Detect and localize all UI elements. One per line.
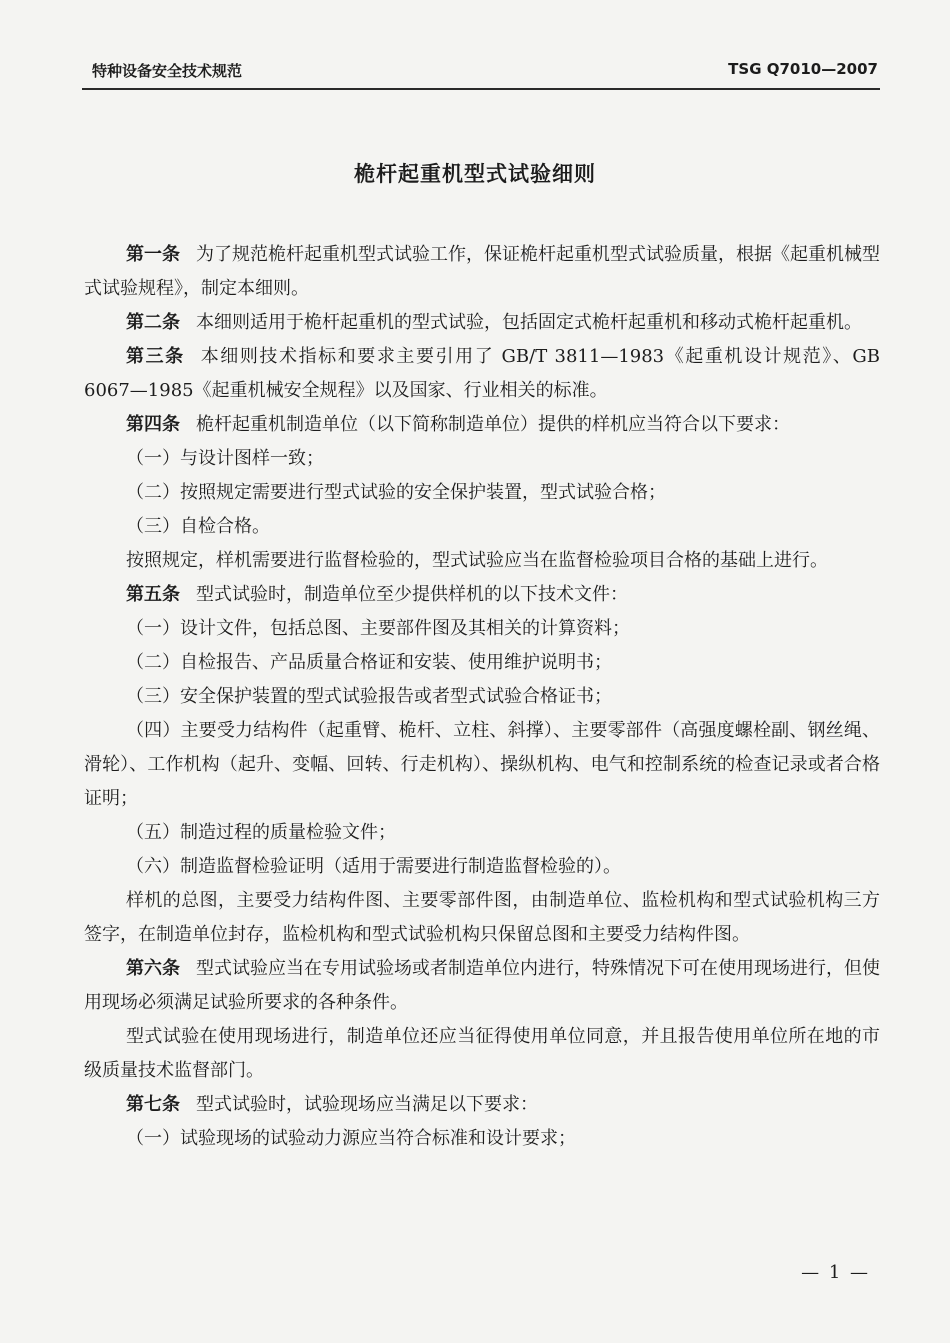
paragraph-text: 为了规范桅杆起重机型式试验工作，保证桅杆起重机型式试验质量，根据《起重机械型式试验规程》，制定本细则。 — [84, 244, 880, 299]
paragraph-text: （三）安全保护装置的型式试验报告或者型式试验合格证书； — [126, 686, 612, 707]
paragraph-text: 本细则适用于桅杆起重机的型式试验，包括固定式桅杆起重机和移动式桅杆起重机。 — [196, 312, 862, 333]
paragraph-text: （五）制造过程的质量检验文件； — [126, 822, 396, 843]
header-standard-number: TSG Q7010—2007 — [728, 60, 878, 78]
paragraph-text: 桅杆起重机制造单位（以下简称制造单位）提供的样机应当符合以下要求： — [196, 414, 790, 435]
page-number: — 1 — — [801, 1262, 870, 1283]
paragraph-text: 型式试验时，试验现场应当满足以下要求： — [196, 1094, 538, 1115]
list-item — [84, 612, 880, 646]
paragraph — [84, 578, 880, 612]
paragraph-text: （一）试验现场的试验动力源应当符合标准和设计要求； — [126, 1128, 576, 1149]
article-number: 第二条 — [126, 312, 180, 333]
paragraph — [84, 952, 880, 1020]
article-number: 第三条 — [126, 346, 185, 367]
paragraph — [84, 1088, 880, 1122]
paragraph — [84, 544, 880, 578]
article-number: 第一条 — [126, 244, 180, 265]
paragraph-text: （一）与设计图样一致； — [126, 448, 324, 469]
list-item — [84, 646, 880, 680]
paragraph — [84, 1020, 880, 1088]
list-item — [84, 816, 880, 850]
paragraph — [84, 238, 880, 306]
paragraph-text: 本细则技术指标和要求主要引用了 GB/T 3811—1983《起重机设计规范》、GB 6067—1985《起重机械安全规程》以及国家、行业相关的标准。 — [84, 346, 881, 401]
list-item — [84, 850, 880, 884]
paragraph — [84, 340, 880, 408]
paragraph-text: （六）制造监督检验证明（适用于需要进行制造监督检验的）。 — [126, 856, 621, 877]
list-item — [84, 1122, 880, 1156]
article-number: 第六条 — [126, 958, 180, 979]
paragraph-text: 按照规定，样机需要进行监督检验的，型式试验应当在监督检验项目合格的基础上进行。 — [126, 550, 828, 571]
paragraph-text: 型式试验应当在专用试验场或者制造单位内进行，特殊情况下可在使用现场进行，但使用现场必须满足试验所要求的各种条件。 — [84, 958, 880, 1013]
paragraph-text: （四）主要受力结构件（起重臂、桅杆、立柱、斜撑）、主要零部件（高强度螺栓副、钢丝绳、滑轮）、工作机构（起升、变幅、回转、行走机构）、操纵机构、电气和控制系统的检查记录或者合格证明； — [84, 720, 880, 809]
paragraph-text: （三）自检合格。 — [126, 516, 270, 537]
running-header — [82, 58, 880, 90]
paragraph-text: （二）自检报告、产品质量合格证和安装、使用维护说明书； — [126, 652, 612, 673]
list-item — [84, 476, 880, 510]
paragraph-text: 型式试验时，制造单位至少提供样机的以下技术文件： — [196, 584, 628, 605]
paragraph — [84, 884, 880, 952]
list-item — [84, 714, 880, 816]
paragraph — [84, 408, 880, 442]
article-number: 第七条 — [126, 1094, 180, 1115]
paragraph-text: （二）按照规定需要进行型式试验的安全保护装置，型式试验合格； — [126, 482, 666, 503]
document-title: 桅杆起重机型式试验细则 — [354, 162, 596, 186]
list-item — [84, 510, 880, 544]
list-item — [84, 680, 880, 714]
header-series-title: 特种设备安全技术规范 — [92, 62, 243, 80]
list-item — [84, 442, 880, 476]
article-number: 第四条 — [126, 414, 180, 435]
paragraph — [84, 306, 880, 340]
article-number: 第五条 — [126, 584, 180, 605]
paragraph-text: 样机的总图，主要受力结构件图、主要零部件图，由制造单位、监检机构和型式试验机构三方签字，在制造单位封存，监检机构和型式试验机构只保留总图和主要受力结构件图。 — [84, 890, 880, 945]
paragraph-text: 型式试验在使用现场进行，制造单位还应当征得使用单位同意，并且报告使用单位所在地的市级质量技术监督部门。 — [84, 1026, 880, 1081]
paragraph-text: （一）设计文件，包括总图、主要部件图及其相关的计算资料； — [126, 618, 630, 639]
document-body — [84, 238, 880, 1156]
